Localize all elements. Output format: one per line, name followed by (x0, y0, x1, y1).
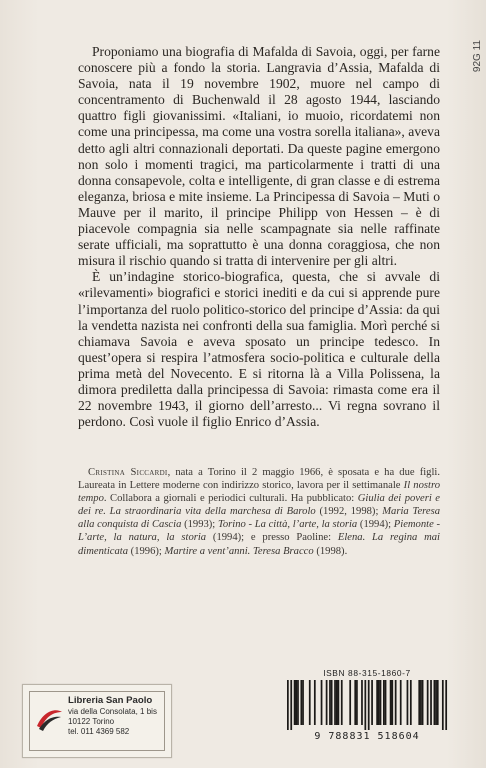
barcode-bar (290, 680, 292, 730)
bio-text: , nata a Torino il 2 maggio 1966, è sposata e ha due figli. Laureata in Lettere moderne con indirizzo storico, lavora per il settimanale (78, 467, 440, 492)
barcode-bar (302, 680, 304, 725)
book-year: (1998). (313, 545, 348, 557)
barcode-bar (371, 680, 373, 725)
barcode-bar (331, 680, 333, 725)
barcode-bar (442, 680, 444, 730)
barcode-bar (380, 680, 382, 725)
barcode-bar (400, 680, 402, 725)
barcode-bar (420, 680, 422, 725)
barcode-bar (391, 680, 393, 725)
barcode-bar (336, 680, 338, 725)
barcode-block (284, 668, 450, 748)
barcode-bar (356, 680, 358, 725)
barcode-bar (376, 680, 378, 725)
book-title: Martire a vent’anni. Teresa Bracco (164, 545, 314, 557)
barcode-bar (395, 680, 397, 725)
barcode-bar (407, 680, 409, 725)
barcode-bar (385, 680, 387, 725)
book-title: Giulia dei poveri e dei re. La straordinaria vita della marchesa di Barolo (78, 493, 440, 518)
bookstore-phone: tel. 011 4369 582 (68, 727, 130, 736)
author-bio (78, 466, 440, 558)
sticker-frame (29, 691, 165, 751)
barcode-bar (435, 680, 437, 725)
barcode-bar (390, 680, 392, 725)
barcode-bar (326, 680, 328, 725)
isbn-label: ISBN 88-315-1860-7 (323, 668, 411, 678)
barcode-bar (341, 680, 343, 725)
blurb-text (78, 44, 440, 430)
barcode-bar (338, 680, 340, 725)
barcode-bar (427, 680, 429, 725)
blurb-paragraph-2: È un’indagine storico-biografica, questa, che si avvale di «rilevamenti» biografici e storici inediti e da cui si apprende pure l’importanza del ruolo politico-storico del principe d’Assia: da qui la vendetta nazista nei confronti della sua famiglia. Morì perché si chiamava Savoia e aveva sposato un principe tedesco. In quest’opera si respira l’atmosfera socio-politica e culturale della prima metà del Novecento. E si ritorna là a Villa Polissena, la dimora prediletta dalla principessa di Savoia: rimasta come era il 22 novembre 1943, il giorno dell’arresto... Vi regna sovrano il perdono. Così vuole il figlio Enrico d’Assia. (78, 269, 440, 430)
book-title: Elena. La regina mai dimenticata (78, 532, 440, 557)
barcode-bar (364, 680, 366, 730)
sticker-text (68, 695, 162, 737)
barcode-bar (300, 680, 302, 725)
author-bio-paragraph (78, 466, 440, 558)
barcode-bar (295, 680, 297, 725)
barcode-bar (437, 680, 439, 725)
barcode-bar (321, 680, 323, 725)
book-title: Piemonte - L’arte, la natura, la storia (78, 519, 440, 544)
bookstore-name: Libreria San Paolo (68, 695, 153, 706)
catalog-code: 92G 11 (472, 40, 483, 73)
book-title: Torino - La città, l’arte, la storia (217, 519, 358, 531)
barcode-bar (349, 680, 351, 725)
book-year: (1993); (181, 519, 218, 531)
bio-text: . Collabora a giornali e periodici culturali. Ha pubblicato: (103, 493, 358, 505)
book-title: Maria Teresa alla conquista di Cascia (78, 506, 441, 531)
book-year: (1996); (128, 545, 165, 557)
barcode-bar (297, 680, 299, 725)
blurb-paragraph-1: Proponiamo una biografia di Mafalda di Savoia, oggi, per farne conoscere più a fondo la storia. Langravia d’Assia, Mafalda di Savoia, nata il 19 novembre 1902, muore nel campo di concentramento di Buchenwald il 28 agosto 1944, lasciando quattro figli giovanissimi. «Italiani, io muoio, ricordatemi non come una principessa, ma come una vostra sorella italiana», aveva detto agli altri connazionali deportati. Da queste pagine emergono non solo i momenti tragici, ma particolarmente i tratti di una donna consapevole, colta e intelligente, di gran classe e di estrema eleganza, briosa e mite insieme. La Principessa di Savoia – Muti o Mauve per il marito, il principe Philipp von Hessen – è di piacevole compagnia sia nelle scampagnate sia nelle raffinate serate ufficiali, ma soprattutto è una donna coraggiosa, che non misura il rischio quando si tratta di intervenire per gli altri. (78, 44, 440, 269)
barcode-bar (354, 680, 356, 725)
barcode-bar (368, 680, 370, 730)
book-year: (1994); e presso Paoline: (206, 532, 338, 544)
barcode-bar (434, 680, 436, 725)
barcode-bar (383, 680, 385, 725)
barcode-bar (445, 680, 447, 730)
barcode-bar (287, 680, 289, 730)
weekly-title: Il nostro tempo (78, 480, 440, 505)
barcode-bar (294, 680, 296, 725)
author-name: Cristina Siccardi (88, 467, 168, 478)
barcode-bar (378, 680, 380, 725)
barcode-bar (422, 680, 424, 725)
bookstore-sticker (22, 684, 172, 758)
barcode-bar (410, 680, 412, 725)
barcode-bar (309, 680, 311, 725)
barcode-bar (314, 680, 316, 725)
bookstore-address-2: 10122 Torino (68, 717, 115, 726)
barcode-bar (334, 680, 336, 725)
barcode-bar (430, 680, 432, 725)
book-year: (1994); (357, 519, 394, 531)
barcode-bar (418, 680, 420, 725)
san-paolo-logo-icon (34, 704, 64, 734)
barcode-bar (329, 680, 331, 725)
ean-barcode (284, 680, 450, 730)
book-year: (1992, 1998); (315, 506, 383, 518)
ean-number: 9 788831 518604 (314, 731, 420, 742)
bookstore-address-1: via della Consolata, 1 bis (68, 707, 157, 716)
barcode-bar (361, 680, 363, 725)
